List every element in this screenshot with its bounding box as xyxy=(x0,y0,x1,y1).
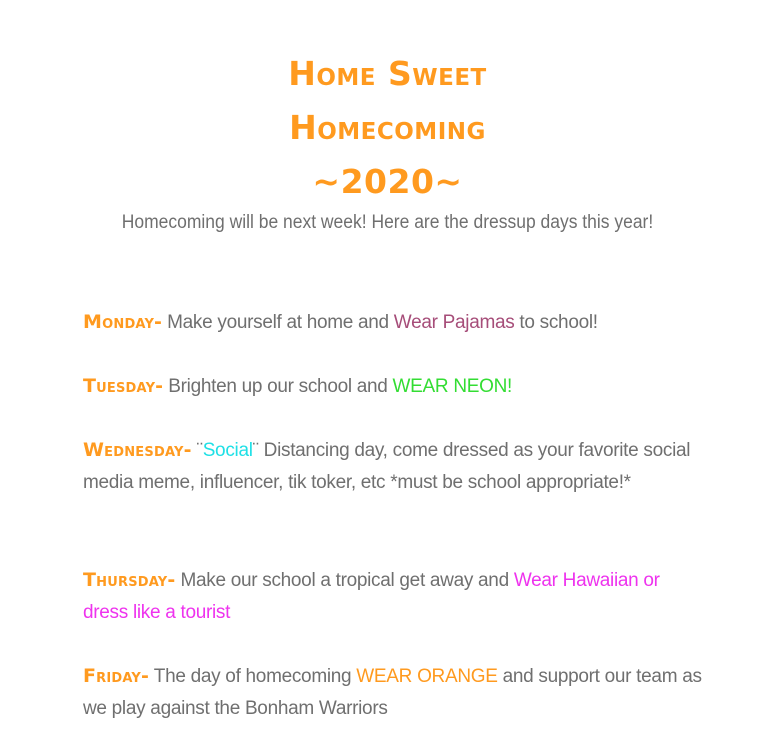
entry-friday xyxy=(83,660,703,725)
entry-friday-text-before: The day of homecoming xyxy=(149,666,357,687)
entry-thursday-text-before: Make our school a tropical get away and xyxy=(175,570,514,591)
entry-tuesday-text-before: Brighten up our school and xyxy=(163,376,393,397)
entry-thursday xyxy=(83,564,703,629)
entry-monday xyxy=(83,306,703,339)
entry-friday-highlight: WEAR ORANGE xyxy=(356,666,498,687)
day-label-friday: Friday- xyxy=(83,665,150,687)
day-label-tuesday: Tuesday- xyxy=(83,375,164,397)
title-line-3: ~2020~ xyxy=(312,162,463,201)
title-line-2: Homecoming xyxy=(289,108,486,147)
entry-tuesday-highlight: WEAR NEON! xyxy=(392,376,512,397)
entry-tuesday xyxy=(83,370,703,403)
entry-monday-highlight: Wear Pajamas xyxy=(393,312,515,333)
entry-monday-text-before: Make yourself at home and xyxy=(162,312,394,333)
title-line-1: Home Sweet xyxy=(288,54,487,93)
entry-wednesday-highlight: Social xyxy=(202,440,253,461)
subtitle: Homecoming will be next week! Here are the dressup days this year! xyxy=(121,212,654,233)
entry-wednesday-text-before: ¨ xyxy=(191,440,203,461)
entry-monday-text-after: to school! xyxy=(514,312,598,333)
day-label-monday: Monday- xyxy=(83,311,163,333)
entry-wednesday-text-after: ¨ Distancing day, come dressed as your favorite social media meme, influencer, tik toker, etc *must be school appropriate!* xyxy=(83,440,691,493)
entry-wednesday xyxy=(83,434,703,499)
entry-friday-text-after: and support our team as we play against the Bonham Warriors xyxy=(83,666,702,719)
day-label-thursday: Thursday- xyxy=(83,569,176,591)
day-label-wednesday: Wednesday- xyxy=(83,439,192,461)
entry-thursday-highlight: Wear Hawaiian or dress like a tourist xyxy=(83,570,660,623)
